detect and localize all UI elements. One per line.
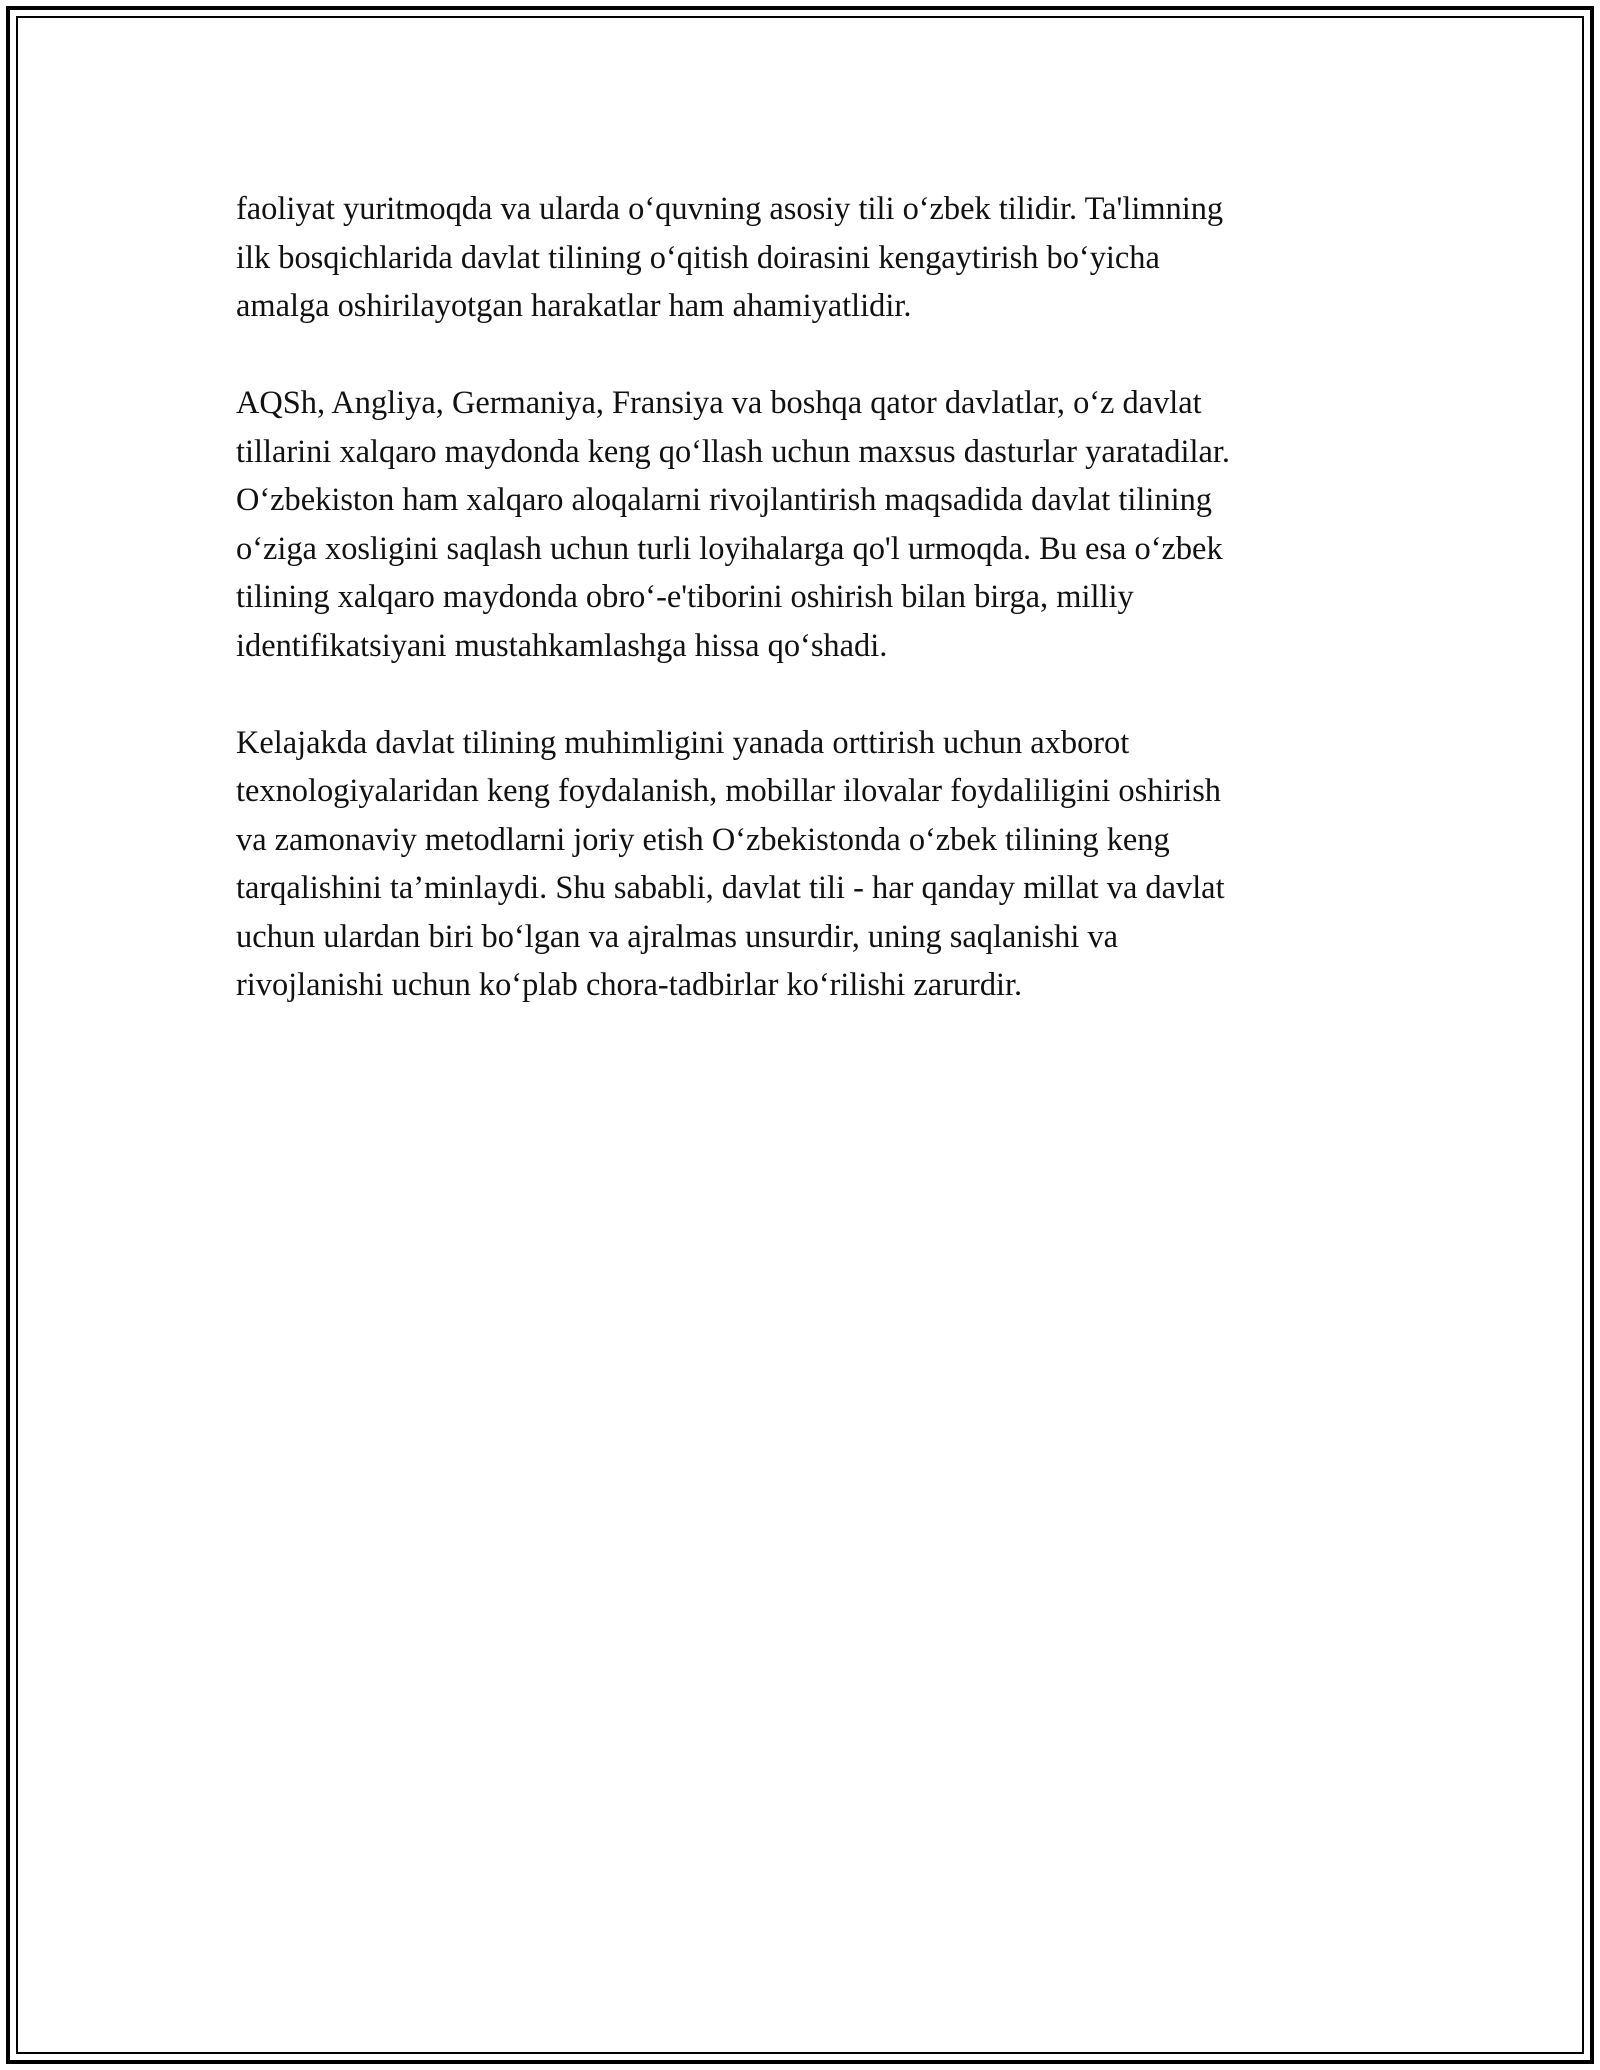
paragraph-2: AQSh, Angliya, Germaniya, Fransiya va boshqa qator davlatlar, o‘z davlat tillarini xalqaro maydonda keng qo‘llash uchun maxsus dasturlar yaratadilar. O‘zbekiston ham xalqaro aloqalarni rivojlantirish maqsadida davlat tilining o‘ziga xosligini saqlash uchun turli loyihalarga qo'l urmoqda. Bu esa o‘zbek tilining xalqaro maydonda obro‘-e'tiborini oshirish bilan birga, milliy identifikatsiyani mustahkamlashga hissa qo‘shadi. [236, 385, 1230, 664]
paragraph-3: Kelajakda davlat tilining muhimligini yanada orttirish uchun axborot texnologiyalaridan keng foydalanish, mobillar ilovalar foydaliligini oshirish va zamonaviy metodlarni joriy etish O‘zbekistonda o‘zbek tilining keng tarqalishini ta’minlaydi. Shu sababli, davlat tili - har qanday millat va davlat uchun ulardan biri bo‘lgan va ajralmas unsurdir, uning saqlanishi va rivojlanishi uchun ko‘plab chora-tadbirlar ko‘rilishi zarurdir. [236, 724, 1225, 1003]
paragraph-1: faoliyat yuritmoqda va ularda o‘quvning asosiy tili o‘zbek tilidir. Ta'limning ilk bosqichlarida davlat tilining o‘qitish doirasini kengaytirish bo‘yicha amalga oshirilayotgan harakatlar ham ahamiyatlidir. [236, 191, 1224, 324]
document-body [236, 185, 1376, 1058]
